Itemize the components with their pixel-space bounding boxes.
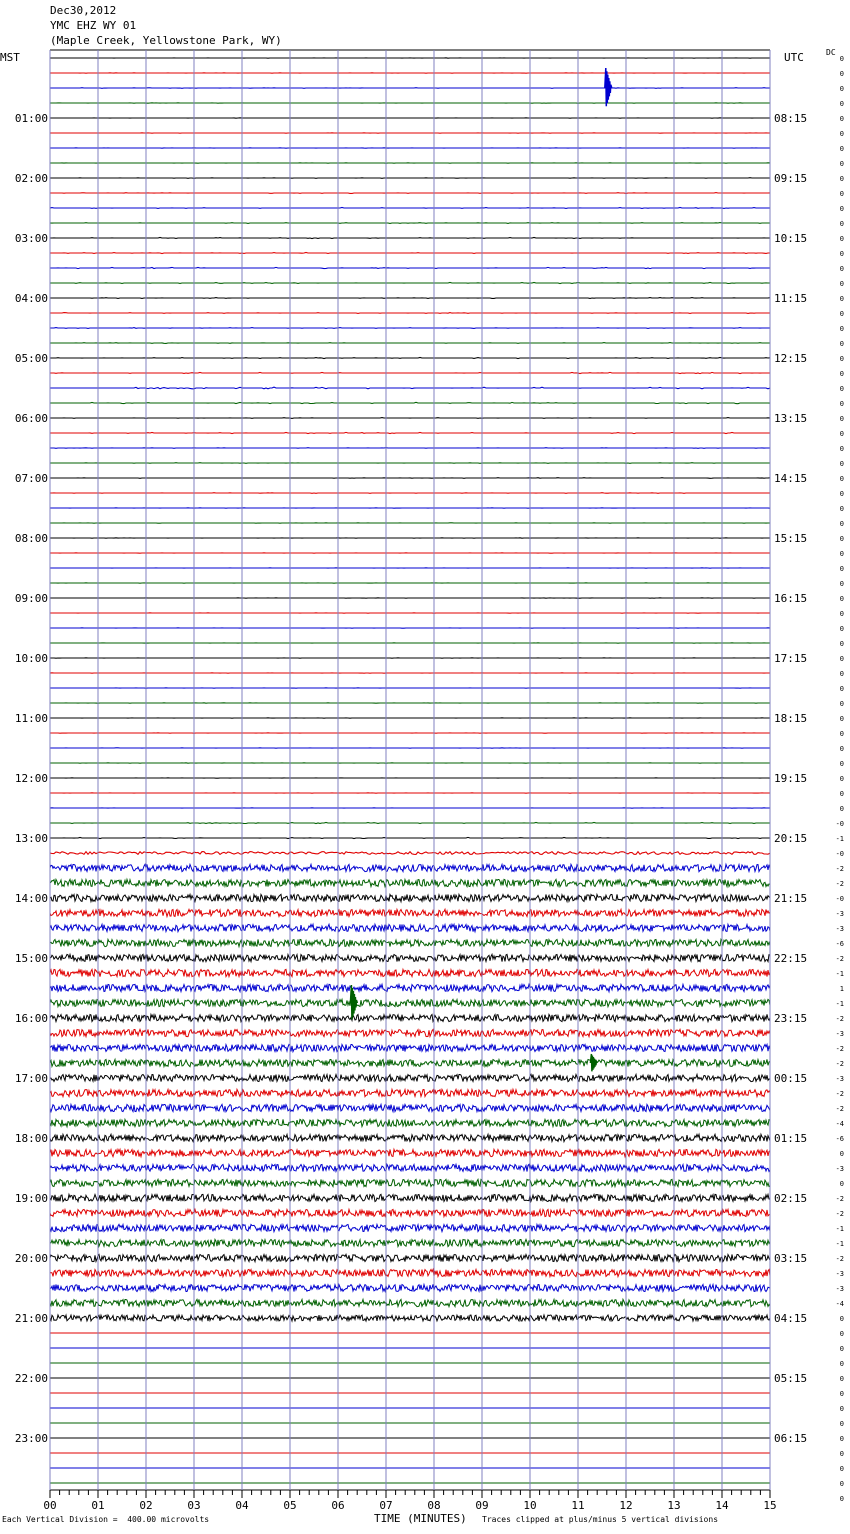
x-tick-label: 12: [619, 1499, 633, 1512]
dc-offset-value: 0: [839, 595, 844, 603]
dc-offset-value: 0: [839, 715, 844, 723]
dc-offset-value: 0: [839, 1345, 844, 1353]
trace-row-22: [50, 387, 770, 389]
dc-offset-value: 0: [839, 265, 844, 273]
trace-row-29: [50, 493, 770, 494]
left-hour-label: 11:00: [14, 712, 48, 725]
trace-row-26: [50, 448, 770, 449]
dc-offset-value: 0: [839, 640, 844, 648]
trace-row-17: [50, 313, 770, 314]
trace-row-70: [50, 1104, 770, 1111]
dc-offset-value: 0: [839, 1450, 844, 1458]
x-tick-label: 02: [139, 1499, 153, 1512]
right-hour-label: 02:15: [774, 1192, 808, 1205]
trace-row-81: [50, 1269, 770, 1276]
x-tick-label: 09: [475, 1499, 489, 1512]
trace-row-20: [50, 358, 770, 359]
dc-offset-value: -3: [835, 1285, 844, 1293]
dc-offset-value: 0: [839, 1315, 844, 1323]
dc-offset-value: 0: [839, 295, 844, 303]
left-hour-label: 04:00: [14, 292, 48, 305]
right-hour-label: 16:15: [774, 592, 808, 605]
dc-offset-value: 0: [839, 340, 844, 348]
dc-offset-value: 0: [839, 415, 844, 423]
dc-offset-value: 0: [839, 670, 844, 678]
right-hour-label: 00:15: [774, 1072, 808, 1085]
dc-offset-value: 0: [839, 385, 844, 393]
trace-row-28: [50, 478, 770, 479]
dc-offset-value: -3: [835, 1270, 844, 1278]
trace-row-10: [50, 208, 770, 209]
x-axis-title: TIME (MINUTES): [374, 1512, 467, 1525]
right-hour-label: 01:15: [774, 1132, 808, 1145]
dc-offset-value: -4: [835, 1300, 844, 1308]
right-hour-label: 18:15: [774, 712, 808, 725]
dc-offset-value: 0: [839, 190, 844, 198]
dc-offset-value: 0: [839, 1375, 844, 1383]
right-timezone-label: UTC: [784, 51, 804, 64]
dc-offset-value: 0: [839, 565, 844, 573]
trace-row-24: [50, 418, 770, 419]
trace-row-77: [50, 1209, 770, 1216]
dc-offset-value: 0: [839, 805, 844, 813]
trace-row-75: [50, 1179, 770, 1186]
trace-row-72: [50, 1134, 770, 1141]
trace-row-55: [50, 879, 770, 886]
dc-offset-value: -1: [835, 1240, 844, 1248]
right-hour-label: 17:15: [774, 652, 808, 665]
dc-offset-value: -2: [835, 1255, 844, 1263]
dc-offset-value: 0: [839, 1495, 844, 1503]
trace-row-2: [50, 88, 770, 89]
dc-offset-value: -2: [835, 1045, 844, 1053]
dc-offset-value: 0: [839, 745, 844, 753]
trace-row-21: [50, 372, 770, 373]
dc-offset-value: 0: [839, 685, 844, 693]
trace-row-69: [50, 1089, 770, 1096]
trace-row-65: [50, 1029, 770, 1036]
dc-offset-value: 0: [839, 355, 844, 363]
trace-row-68: [50, 1074, 770, 1081]
trace-row-84: [50, 1315, 770, 1321]
dc-offset-value: 0: [839, 535, 844, 543]
trace-row-64: [50, 1014, 770, 1021]
trace-row-56: [50, 894, 770, 901]
trace-row-63: [50, 999, 770, 1006]
trace-row-18: [50, 328, 770, 329]
dc-offset-value: 0: [839, 580, 844, 588]
dc-offset-value: 0: [839, 430, 844, 438]
dc-offset-value: -0: [835, 820, 844, 828]
dc-offset-value: 0: [839, 460, 844, 468]
x-tick-label: 01: [91, 1499, 105, 1512]
trace-row-57: [50, 909, 770, 916]
trace-row-73: [50, 1149, 770, 1156]
x-tick-label: 07: [379, 1499, 393, 1512]
dc-offset-value: 0: [839, 700, 844, 708]
trace-row-78: [50, 1224, 770, 1231]
right-hour-label: 11:15: [774, 292, 808, 305]
right-hour-label: 23:15: [774, 1012, 808, 1025]
record-date: Dec30,2012: [50, 4, 117, 17]
dc-offset-value: -2: [835, 1105, 844, 1113]
seismic-event-2: [590, 1054, 597, 1071]
dc-offset-value: 0: [839, 730, 844, 738]
trace-row-60: [50, 954, 770, 961]
dc-offset-value: -1: [835, 835, 844, 843]
left-hour-label: 23:00: [14, 1432, 48, 1445]
trace-row-12: [50, 238, 770, 239]
x-tick-label: 00: [43, 1499, 57, 1512]
left-hour-label: 20:00: [14, 1252, 48, 1265]
left-hour-label: 07:00: [14, 472, 48, 485]
right-hour-label: 22:15: [774, 952, 808, 965]
left-hour-label: 17:00: [14, 1072, 48, 1085]
right-hour-label: 05:15: [774, 1372, 808, 1385]
dc-offset-value: 0: [839, 85, 844, 93]
trace-layer: [50, 58, 770, 1483]
trace-row-76: [50, 1194, 770, 1201]
dc-column-label: DC: [826, 48, 836, 57]
dc-offset-value: 0: [839, 625, 844, 633]
dc-offset-value: 0: [839, 775, 844, 783]
label-layer: [15, 55, 844, 1512]
dc-offset-value: 0: [839, 310, 844, 318]
right-hour-label: 10:15: [774, 232, 808, 245]
left-hour-label: 09:00: [14, 592, 48, 605]
trace-row-71: [50, 1119, 770, 1126]
dc-offset-value: 0: [839, 55, 844, 63]
trace-row-53: [50, 852, 770, 855]
trace-row-14: [50, 267, 770, 268]
dc-offset-value: 0: [839, 1465, 844, 1473]
right-hour-label: 21:15: [774, 892, 808, 905]
dc-offset-value: 0: [839, 1330, 844, 1338]
trace-row-82: [50, 1284, 770, 1291]
right-hour-label: 19:15: [774, 772, 808, 785]
grid-layer: [50, 50, 770, 1498]
dc-offset-value: 0: [839, 100, 844, 108]
dc-offset-value: 0: [839, 370, 844, 378]
trace-row-16: [50, 298, 770, 299]
station-location: (Maple Creek, Yellowstone Park, WY): [50, 34, 282, 47]
left-hour-label: 16:00: [14, 1012, 48, 1025]
right-hour-label: 03:15: [774, 1252, 808, 1265]
dc-offset-value: 0: [839, 400, 844, 408]
dc-offset-value: -1: [835, 1225, 844, 1233]
trace-row-83: [50, 1299, 770, 1306]
trace-row-66: [50, 1044, 770, 1051]
x-tick-label: 15: [763, 1499, 777, 1512]
dc-offset-value: 0: [839, 1360, 844, 1368]
x-tick-label: 05: [283, 1499, 297, 1512]
dc-offset-value: -0: [835, 895, 844, 903]
dc-offset-value: -2: [835, 1015, 844, 1023]
dc-offset-value: -2: [835, 955, 844, 963]
dc-offset-value: -2: [835, 865, 844, 873]
left-timezone-label: MST: [0, 51, 20, 64]
right-hour-label: 09:15: [774, 172, 808, 185]
left-hour-label: 22:00: [14, 1372, 48, 1385]
trace-row-11: [50, 223, 770, 224]
left-hour-label: 01:00: [14, 112, 48, 125]
dc-offset-value: 1: [839, 985, 844, 993]
x-tick-label: 11: [571, 1499, 585, 1512]
seismic-event-1: [350, 985, 357, 1020]
dc-offset-value: 0: [839, 550, 844, 558]
dc-offset-value: -2: [835, 880, 844, 888]
left-hour-label: 03:00: [14, 232, 48, 245]
vertical-division-note: Each Vertical Division = 400.00 microvolts: [2, 1515, 210, 1524]
right-hour-label: 08:15: [774, 112, 808, 125]
x-tick-label: 06: [331, 1499, 345, 1512]
dc-offset-value: 0: [839, 490, 844, 498]
dc-offset-value: -4: [835, 1120, 844, 1128]
dc-offset-value: 0: [839, 220, 844, 228]
trace-row-19: [50, 343, 770, 344]
seismic-event-0: [605, 68, 612, 106]
dc-offset-value: -1: [835, 1000, 844, 1008]
left-hour-label: 13:00: [14, 832, 48, 845]
dc-offset-value: 0: [839, 610, 844, 618]
trace-row-54: [50, 864, 770, 871]
trace-row-58: [50, 924, 770, 931]
left-hour-label: 02:00: [14, 172, 48, 185]
dc-offset-value: -0: [835, 850, 844, 858]
dc-offset-value: -3: [835, 1165, 844, 1173]
dc-offset-value: 0: [839, 1405, 844, 1413]
dc-offset-value: 0: [839, 790, 844, 798]
trace-row-62: [50, 984, 770, 991]
dc-offset-value: 0: [839, 325, 844, 333]
trace-row-59: [50, 939, 770, 946]
dc-offset-value: 0: [839, 1150, 844, 1158]
trace-row-9: [50, 193, 770, 194]
trace-row-25: [50, 432, 770, 433]
left-hour-label: 12:00: [14, 772, 48, 785]
dc-offset-value: 0: [839, 235, 844, 243]
dc-offset-value: -2: [835, 1195, 844, 1203]
dc-offset-value: -6: [835, 1135, 844, 1143]
right-hour-label: 12:15: [774, 352, 808, 365]
left-hour-label: 14:00: [14, 892, 48, 905]
dc-offset-value: 0: [839, 1390, 844, 1398]
dc-offset-value: 0: [839, 520, 844, 528]
dc-offset-value: 0: [839, 475, 844, 483]
dc-offset-value: 0: [839, 445, 844, 453]
dc-offset-value: 0: [839, 175, 844, 183]
dc-offset-value: -2: [835, 1090, 844, 1098]
dc-offset-value: 0: [839, 655, 844, 663]
trace-row-74: [50, 1164, 770, 1171]
trace-row-80: [50, 1254, 770, 1261]
dc-offset-value: -2: [835, 1210, 844, 1218]
dc-offset-value: -6: [835, 940, 844, 948]
dc-offset-value: 0: [839, 1480, 844, 1488]
x-tick-label: 13: [667, 1499, 681, 1512]
dc-offset-value: -1: [835, 970, 844, 978]
x-tick-label: 04: [235, 1499, 249, 1512]
trace-row-61: [50, 969, 770, 976]
dc-offset-value: 0: [839, 70, 844, 78]
dc-offset-value: -3: [835, 1075, 844, 1083]
dc-offset-value: -2: [835, 1060, 844, 1068]
trace-row-15: [50, 283, 770, 284]
dc-offset-value: 0: [839, 115, 844, 123]
x-tick-label: 10: [523, 1499, 537, 1512]
right-hour-label: 04:15: [774, 1312, 808, 1325]
x-tick-label: 08: [427, 1499, 441, 1512]
right-hour-label: 15:15: [774, 532, 808, 545]
trace-row-8: [50, 178, 770, 179]
trace-row-51: [50, 823, 770, 824]
dc-offset-value: 0: [839, 205, 844, 213]
dc-offset-value: 0: [839, 1180, 844, 1188]
trace-row-27: [50, 463, 770, 464]
trace-row-79: [50, 1239, 770, 1246]
x-tick-label: 14: [715, 1499, 729, 1512]
right-hour-label: 13:15: [774, 412, 808, 425]
left-hour-label: 05:00: [14, 352, 48, 365]
trace-row-52: [50, 837, 770, 838]
dc-offset-value: 0: [839, 1420, 844, 1428]
station-code: YMC EHZ WY 01: [50, 19, 137, 32]
left-hour-label: 10:00: [14, 652, 48, 665]
left-hour-label: 06:00: [14, 412, 48, 425]
right-hour-label: 20:15: [774, 832, 808, 845]
trace-row-13: [50, 253, 770, 254]
dc-offset-value: 0: [839, 280, 844, 288]
dc-offset-value: 0: [839, 505, 844, 513]
dc-offset-value: 0: [839, 1435, 844, 1443]
right-hour-label: 14:15: [774, 472, 808, 485]
trace-row-23: [50, 402, 770, 403]
dc-offset-value: -3: [835, 1030, 844, 1038]
dc-offset-value: -3: [835, 910, 844, 918]
left-hour-label: 15:00: [14, 952, 48, 965]
left-hour-label: 18:00: [14, 1132, 48, 1145]
left-hour-label: 19:00: [14, 1192, 48, 1205]
x-tick-label: 03: [187, 1499, 201, 1512]
dc-offset-value: 0: [839, 160, 844, 168]
dc-offset-value: -3: [835, 925, 844, 933]
dc-offset-value: 0: [839, 760, 844, 768]
left-hour-label: 21:00: [14, 1312, 48, 1325]
clipping-note: Traces clipped at plus/minus 5 vertical divisions: [482, 1515, 719, 1524]
trace-row-67: [50, 1059, 770, 1066]
right-hour-label: 06:15: [774, 1432, 808, 1445]
dc-offset-value: 0: [839, 145, 844, 153]
dc-offset-value: 0: [839, 250, 844, 258]
dc-offset-value: 0: [839, 130, 844, 138]
left-hour-label: 08:00: [14, 532, 48, 545]
